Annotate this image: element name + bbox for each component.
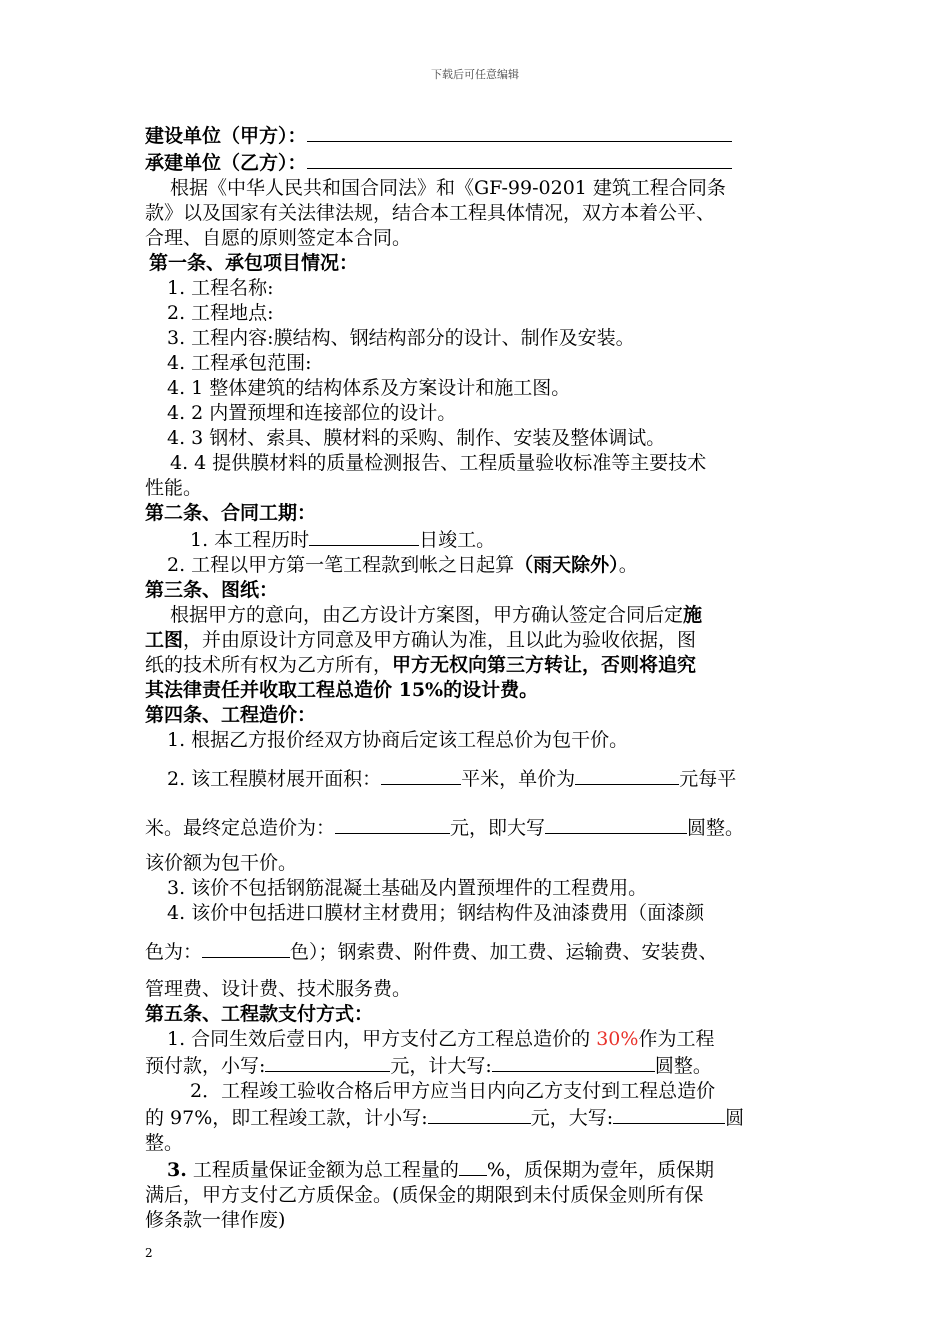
contract-body (145, 122, 810, 1233)
bold-text: （雨天除外） (514, 554, 619, 576)
intro-line: 根据《中华人民共和国合同法》和《GF-99-0201 建筑工程合同条 (170, 177, 726, 199)
page-number: 2 (145, 1246, 153, 1260)
text: 1. 合同生效后壹日内，甲方支付乙方工程总造价的 (167, 1028, 597, 1050)
text: 米。最终定总造价为： (145, 817, 336, 839)
completion-amount-blank (428, 1104, 531, 1124)
article-1-title: 第一条、承包项目情况： (149, 252, 359, 274)
list-item-continued: 修条款一律作废) (145, 1209, 286, 1231)
paint-color-blank (202, 938, 290, 958)
text: 圆整。 (687, 817, 745, 839)
list-item (145, 1027, 810, 1052)
text: 1. 本工程历时 (190, 529, 310, 551)
article-4-title: 第四条、工程造价： (145, 704, 317, 726)
text: 元，即大写 (450, 817, 546, 839)
advance-amount-blank (265, 1052, 390, 1072)
list-item: 4. 该价中包括进口膜材主材费用；钢结构件及油漆费用（面漆颜 (167, 902, 705, 924)
text: 纸的技术所有权为乙方所有， (145, 654, 393, 676)
completion-words-blank (613, 1104, 725, 1124)
list-item: 2．工程竣工验收合格后甲方应当日内向乙方支付到工程总造价 (190, 1080, 716, 1102)
paragraph-line (145, 603, 810, 628)
text: 色）；钢索费、附件费、加工费、运输费、安装费、 (290, 941, 718, 963)
list-item: 4. 3 钢材、索具、膜材料的采购、制作、安装及整体调试。 (167, 427, 666, 449)
duration-blank (309, 526, 419, 546)
text: 工程质量保证金额为总工程量的 (186, 1159, 459, 1181)
party-a-line (145, 122, 810, 149)
list-item (145, 1156, 810, 1183)
article-3-title: 第三条、图纸： (145, 579, 279, 601)
text: 日竣工。 (419, 529, 496, 551)
text: 2. 工程以甲方第一笔工程款到帐之日起算 (167, 554, 515, 576)
advance-words-blank (492, 1052, 655, 1072)
list-item-continued (145, 1104, 810, 1131)
list-item (145, 526, 810, 553)
text: 元每平 (679, 768, 737, 790)
paragraph-line: 其法律责任并收取工程总造价 15%的设计费。 (145, 679, 539, 701)
party-b-line (145, 149, 810, 176)
list-item-continued (145, 938, 810, 965)
bold-text: 工图 (145, 629, 184, 651)
bold-text: 甲方无权向第三方转让，否则将追究 (392, 654, 697, 676)
text: 。 (618, 554, 638, 576)
text: 2. 该工程膜材展开面积： (167, 768, 382, 790)
list-item: 4. 4 提供膜材料的质量检测报告、工程质量验收标准等主要技术 (170, 452, 707, 474)
list-item: 3. 工程内容:膜结构、钢结构部分的设计、制作及安装。 (167, 327, 635, 349)
item-number: 3. (167, 1159, 187, 1181)
unit-price-blank (575, 765, 679, 785)
list-item-continued: 该价额为包干价。 (145, 852, 298, 874)
text: 元，计大写: (390, 1055, 492, 1077)
list-item (145, 553, 810, 578)
highlight-percent: 30% (596, 1028, 639, 1050)
list-item: 4. 工程承包范围: (167, 352, 312, 374)
article-2-title: 第二条、合同工期： (145, 502, 317, 524)
text: 的 97%，即工程竣工款，计小写: (145, 1107, 428, 1129)
list-item: 4. 1 整体建筑的结构体系及方案设计和施工图。 (167, 377, 571, 399)
text: 根据甲方的意向，由乙方设计方案图，甲方确认签定合同后定 (170, 604, 684, 626)
total-price-blank (335, 814, 450, 834)
intro-line: 款》以及国家有关法律法规，结合本工程具体情况，双方本着公平、 (145, 202, 716, 224)
list-item-continued (145, 814, 810, 841)
paragraph-line (145, 628, 810, 653)
party-a-label: 建设单位（甲方）： (145, 125, 307, 147)
list-item: 2. 工程地点: (167, 302, 274, 324)
party-b-label: 承建单位（乙方）： (145, 152, 307, 174)
article-5-title: 第五条、工程款支付方式： (145, 1003, 374, 1025)
list-item: 3. 该价不包括钢筋混凝土基础及内置预埋件的工程费用。 (167, 877, 648, 899)
page-header: 下载后可任意编辑 (431, 68, 519, 81)
bold-text: 施 (683, 604, 703, 626)
list-item: 1. 根据乙方报价经双方协商后定该工程总价为包干价。 (167, 729, 629, 751)
list-item-continued: 管理费、设计费、技术服务费。 (145, 978, 412, 1000)
text: 元，大写: (530, 1107, 614, 1129)
text: 作为工程 (638, 1028, 715, 1050)
warranty-percent-blank (459, 1156, 487, 1176)
text: 圆 (725, 1107, 745, 1129)
list-item: 4. 2 内置预埋和连接部位的设计。 (167, 402, 457, 424)
list-item (145, 765, 810, 792)
intro-line: 合理、自愿的原则签定本合同。 (145, 227, 412, 249)
text: 预付款，小写: (145, 1055, 266, 1077)
text: %，质保期为壹年，质保期 (486, 1159, 714, 1181)
text: 平米，单价为 (461, 768, 576, 790)
paragraph-line (145, 653, 810, 678)
total-price-words-blank (545, 814, 687, 834)
text: ，并由原设计方同意及甲方确认为准，且以此为验收依据，图 (183, 629, 697, 651)
area-blank (381, 765, 461, 785)
list-item-continued: 整。 (145, 1132, 184, 1154)
list-item-continued: 满后，甲方支付乙方质保金。(质保金的期限到未付质保金则所有保 (145, 1184, 704, 1206)
party-a-blank (307, 122, 732, 142)
text: 色为： (145, 941, 203, 963)
text: 圆整。 (654, 1055, 712, 1077)
list-item-continued (145, 1052, 810, 1079)
list-item-continued: 性能。 (145, 477, 203, 499)
list-item: 1. 工程名称: (167, 277, 274, 299)
party-b-blank (307, 149, 732, 169)
